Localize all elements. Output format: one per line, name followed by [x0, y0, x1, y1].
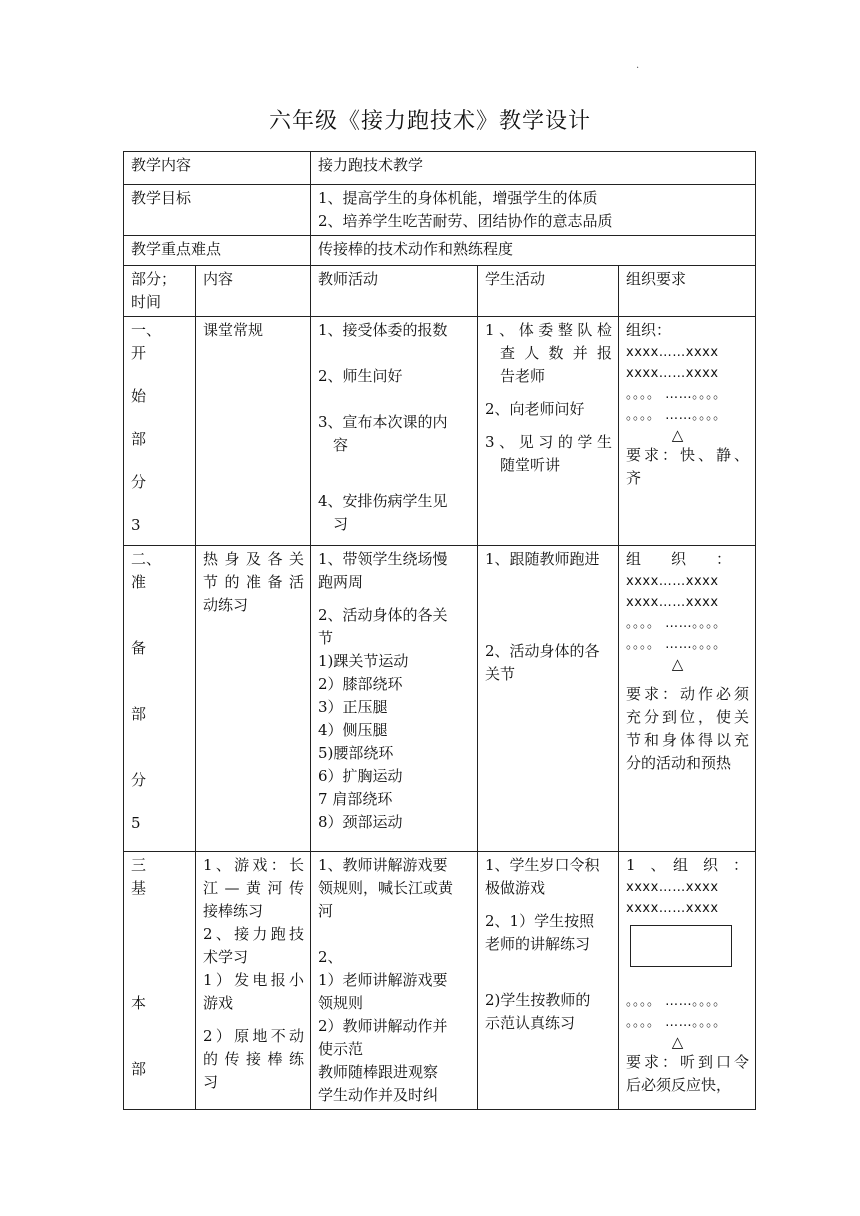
- section-row-start: [124, 317, 756, 546]
- content-cell: 课堂常规: [196, 317, 311, 546]
- info-row-keypoints: [124, 236, 756, 266]
- header-student: 学生活动: [478, 266, 619, 317]
- info-label: 教学目标: [124, 185, 311, 236]
- lesson-plan-table: [123, 151, 756, 1110]
- part-cell: 一、 开 始 部 分 3: [124, 317, 196, 546]
- teacher-cell: 1、带领学生绕场慢 跑两周 2、活动身体的各关 节 1)踝关节运动 2）膝部绕环 3）正压腿 4）侧压腿 5)腰部绕环 6）扩胸运动 7 肩部绕环 8）颈部运动: [311, 546, 478, 852]
- header-part-time: 部分； 时间: [124, 266, 196, 317]
- organize-cell: 1 、 组 织 ： xxxx……xxxx xxxx……xxxx 。。。。 ……。。。。 。。。。 ……。。。。 △ 要求：听到口令 后必须反应快，: [619, 852, 756, 1110]
- student-cell: 1、跟随教师跑进 2、活动身体的各 关节: [478, 546, 619, 852]
- info-label: 教学重点难点: [124, 236, 311, 266]
- teacher-position-icon: △: [671, 426, 684, 444]
- corner-mark: .: [636, 60, 640, 71]
- info-value: 接力跑技术教学: [311, 152, 756, 185]
- field-area-box: [630, 925, 732, 967]
- info-row-goals: [124, 185, 756, 236]
- page-title: 六年级《接力跑技术》教学设计: [268, 109, 591, 134]
- info-value: 1、提高学生的身体机能，增强学生的体质 2、培养学生吃苦耐劳、团结协作的意志品质: [311, 185, 756, 236]
- info-label: 教学内容: [124, 152, 311, 185]
- content-cell: 1、游戏：长 江—黄河传 接棒练习 2、接力跑技 术学习 1）发电报小 游戏 2）原地不动 的传接棒练 习: [196, 852, 311, 1110]
- section-row-basic: [124, 852, 756, 1110]
- header-organize: 组织要求: [619, 266, 756, 317]
- student-cell: 1、体委整队检 查人数并报 告老师 2、向老师问好 3、见习的学生 随堂听讲: [478, 317, 619, 546]
- student-cell: 1、学生岁口令积 极做游戏 2、1）学生按照 老师的讲解练习 2)学生按教师的 示范认真练习: [478, 852, 619, 1110]
- teacher-cell: 1、接受体委的报数 2、师生问好 3、宣布本次课的内 容 4、安排伤病学生见 习: [311, 317, 478, 546]
- part-cell: 二、 准 备 部 分 5: [124, 546, 196, 852]
- section-row-prepare: [124, 546, 756, 852]
- organize-cell: 组 织 ： xxxx……xxxx xxxx……xxxx 。。。。 ……。。。。 。。。。 ……。。。。 △ 要求：动作必须 充分到位，使关 节和身体得以充 分的活动和预热: [619, 546, 756, 852]
- info-row-content: [124, 152, 756, 185]
- teacher-cell: 1、教师讲解游戏要 领规则，喊长江或黄 河 2、 1）老师讲解游戏要 领规则 2）教师讲解动作并 使示范 教师随棒跟进观察 学生动作并及时纠: [311, 852, 478, 1110]
- content-cell: 热身及各关 节的准备活 动练习: [196, 546, 311, 852]
- header-teacher: 教师活动: [311, 266, 478, 317]
- teacher-position-icon: △: [671, 1033, 684, 1051]
- header-row: [124, 266, 756, 317]
- part-cell: 三 基 本 部: [124, 852, 196, 1110]
- teacher-position-icon: △: [671, 655, 684, 673]
- organize-cell: 组织： xxxx……xxxx xxxx……xxxx 。。。。 ……。。。。 。。。。 ……。。。。 △ 要求：快、静、 齐: [619, 317, 756, 546]
- info-value: 传接棒的技术动作和熟练程度: [311, 236, 756, 266]
- header-content: 内容: [196, 266, 311, 317]
